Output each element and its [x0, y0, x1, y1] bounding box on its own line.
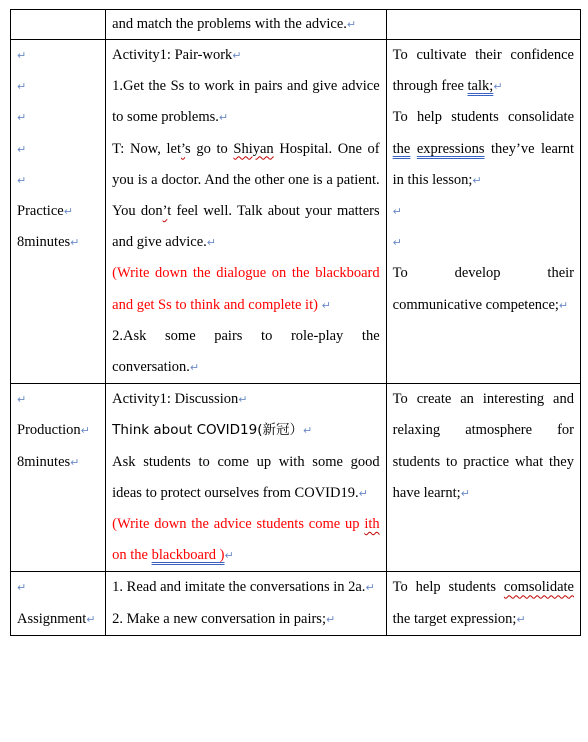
- return-mark: ↵: [365, 581, 375, 595]
- table-row-practice: [11, 40, 581, 384]
- teacher-line-part: Hospital. One of you is a doctor. And the other one is a patient. You don: [112, 140, 380, 220]
- red-note-blackboard: blackboard ): [151, 547, 225, 564]
- aim-2-text: To help students consolidate: [392, 109, 574, 126]
- practice-aims-cell: [386, 40, 580, 384]
- table-row-top: [11, 10, 581, 40]
- practice-teacher-line: [112, 134, 379, 259]
- production-red-note: [112, 509, 379, 571]
- production-activity-title: Activity1: Discussion: [112, 391, 239, 408]
- return-mark: ↵: [17, 173, 27, 187]
- top-content-text: and match the problems with the advice.: [112, 16, 347, 32]
- return-mark: ↵: [232, 49, 242, 62]
- apostrophe-mark: ’: [162, 203, 168, 220]
- assignment-aim-text: To help students: [392, 579, 504, 596]
- assignment-item-1: 1. Read and imitate the conversations in 2a.: [112, 579, 366, 596]
- return-mark: ↵: [206, 236, 216, 250]
- practice-label: Practice: [17, 202, 64, 219]
- teacher-line-part: T: Now, let: [112, 140, 181, 157]
- table-row-assignment: [11, 572, 581, 635]
- aim-1-underlined: talk;: [467, 78, 494, 95]
- return-mark: ↵: [80, 424, 90, 438]
- return-mark: ↵: [218, 111, 229, 125]
- return-mark: ↵: [17, 393, 27, 407]
- teacher-line-part: t feel well. Talk about your matters and give advice.: [112, 203, 380, 251]
- practice-red-note: (Write down the dialogue on the blackboard and get Ss to think and complete it): [112, 265, 380, 313]
- red-note-part: on the: [112, 547, 152, 564]
- return-mark: ↵: [558, 298, 569, 312]
- production-content-cell: [106, 384, 386, 572]
- top-content-cell: [106, 10, 386, 40]
- return-mark: ↵: [70, 236, 80, 250]
- return-mark: ↵: [493, 80, 503, 94]
- return-mark: ↵: [325, 612, 336, 626]
- assignment-aim-text: the target expression;: [392, 610, 517, 627]
- return-mark: ↵: [63, 204, 73, 218]
- aim-2-text: they’ve learnt in this lesson;: [392, 140, 574, 188]
- return-mark: ↵: [472, 173, 482, 187]
- return-mark: ↵: [224, 549, 234, 563]
- production-label: Production: [17, 422, 81, 439]
- return-mark: ↵: [17, 49, 27, 62]
- return-mark: ↵: [86, 612, 96, 626]
- return-mark: ↵: [17, 111, 27, 125]
- return-mark: ↵: [17, 581, 27, 595]
- return-mark: ↵: [70, 455, 80, 469]
- apostrophe-mark: ’: [181, 140, 186, 157]
- return-mark: ↵: [460, 486, 470, 500]
- production-time: 8minutes: [17, 453, 71, 470]
- practice-stage-cell: [11, 40, 106, 384]
- return-mark: ↵: [238, 393, 248, 407]
- assignment-content-cell: [106, 572, 386, 635]
- production-ask: Ask students to come up with some good ideas to protect ourselves from COVID19.: [112, 453, 380, 501]
- production-aim-text: To create an interesting and relaxing atmosphere for students to practice what they have learnt;: [392, 391, 574, 501]
- red-note-part: (Write down the advice students come up: [112, 516, 365, 533]
- production-think: Think about COVID19(新冠）: [112, 422, 303, 439]
- return-mark: ↵: [392, 236, 402, 250]
- assignment-aim-misspelled: comsolidate: [503, 579, 574, 596]
- teacher-line-part: s go to: [185, 140, 234, 157]
- assignment-item-2: 2. Make a new conversation in pairs;: [112, 610, 326, 627]
- table-row-production: [11, 384, 581, 572]
- aim-2-underlined: expressions: [416, 140, 485, 157]
- assignment-label: Assignment: [17, 610, 87, 627]
- top-stage-cell: [11, 10, 106, 40]
- return-mark: ↵: [17, 142, 27, 156]
- return-mark: ↵: [516, 612, 526, 626]
- return-mark: ↵: [189, 361, 200, 375]
- production-stage-cell: [11, 384, 106, 572]
- hospital-name: Shiyan: [233, 140, 274, 157]
- return-mark: ↵: [321, 298, 331, 312]
- assignment-aims-cell: [386, 572, 580, 635]
- top-aims-cell: [386, 10, 580, 40]
- aim-1-text: To cultivate their confidence through free: [392, 47, 574, 95]
- practice-step-2: 2.Ask some pairs to role-play the conversation.: [112, 327, 380, 376]
- return-mark: ↵: [358, 486, 368, 500]
- red-note-ith: ith: [364, 516, 380, 533]
- production-aims-cell: [386, 384, 580, 572]
- practice-time: 8minutes: [17, 234, 71, 251]
- practice-step-1: 1.Get the Ss to work in pairs and give advice to some problems.: [112, 78, 380, 126]
- return-mark: ↵: [303, 424, 313, 438]
- practice-content-cell: [106, 40, 386, 384]
- aim-3-text: To develop their communicative competence;: [392, 265, 574, 313]
- return-mark: ↵: [346, 18, 357, 31]
- return-mark: ↵: [392, 205, 402, 219]
- assignment-stage-cell: [11, 572, 106, 635]
- practice-activity-title: Activity1: Pair-work: [112, 47, 233, 63]
- return-mark: ↵: [17, 80, 27, 94]
- aim-2-underlined: the: [392, 140, 411, 157]
- lesson-plan-table: [10, 9, 581, 636]
